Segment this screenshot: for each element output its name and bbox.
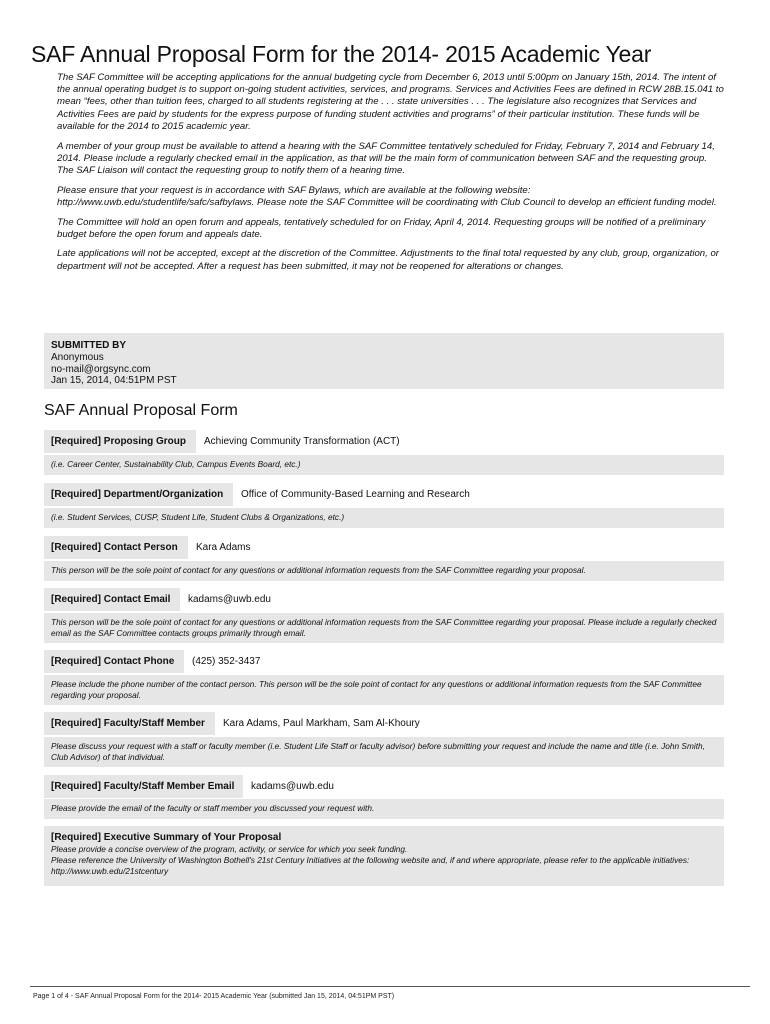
field-label: [Required] Proposing Group bbox=[44, 430, 196, 453]
intro-paragraph: Please ensure that your request is in accordance with SAF Bylaws, which are available at the following website: http://www.uwb.edu/studentlife/safc/safbylaws. Please note the SAF Committee will be coordinating with Club Council to develop an efficient funding model. bbox=[57, 184, 717, 208]
field-contact-person bbox=[44, 536, 724, 559]
field-department-organization bbox=[44, 483, 724, 506]
field-value: Kara Adams bbox=[196, 542, 251, 553]
field-faculty-staff-email bbox=[44, 775, 724, 798]
intro-paragraph: The Committee will hold an open forum and appeals, tentatively scheduled for on Friday, April 4, 2014. Requesting groups will be notified of a preliminary budget before the open forum and appeals date. bbox=[57, 216, 706, 240]
intro-paragraph: Late applications will not be accepted, except at the discretion of the Committee. Adjustments to the final total requested by any club, group, organization, or department will not be accepted. After a request has been submitted, it may not be reopened for alterations or changes. bbox=[57, 248, 719, 272]
field-label: [Required] Contact Person bbox=[44, 536, 188, 559]
field-value: Office of Community-Based Learning and Research bbox=[241, 489, 470, 500]
field-help: (i.e. Student Services, CUSP, Student Life, Student Clubs & Organizations, etc.) bbox=[44, 508, 724, 528]
field-faculty-staff-member bbox=[44, 712, 724, 735]
field-contact-phone bbox=[44, 650, 724, 673]
footer-divider bbox=[30, 986, 750, 987]
field-proposing-group bbox=[44, 430, 724, 453]
page-footer: Page 1 of 4 - SAF Annual Proposal Form for the 2014- 2015 Academic Year (submitted Jan 15, 2014, 04:51PM PST) bbox=[33, 993, 395, 1000]
field-help: Please discuss your request with a staff or faculty member (i.e. Student Life Staff or faculty advisor) before submitting your request and include the name and title (i.e. John Smith, Club Advisor) of that individual. bbox=[44, 737, 724, 767]
submitted-date: Jan 15, 2014, 04:51PM PST bbox=[51, 375, 177, 387]
intro-text bbox=[57, 72, 725, 280]
field-label: [Required] Contact Email bbox=[44, 588, 180, 611]
field-help: This person will be the sole point of contact for any questions or additional information requests from the SAF Committee regarding your proposal. bbox=[44, 561, 724, 581]
executive-summary-label: [Required] Executive Summary of Your Proposal bbox=[51, 832, 282, 843]
field-help: This person will be the sole point of contact for any questions or additional information requests from the SAF Committee regarding your proposal. Please include a regularly checked email as the SAF Committee contacts groups primarily through email. bbox=[44, 613, 724, 643]
field-label: [Required] Contact Phone bbox=[44, 650, 184, 673]
field-value: (425) 352-3437 bbox=[192, 656, 261, 667]
field-value: kadams@uwb.edu bbox=[251, 781, 334, 792]
field-value: Achieving Community Transformation (ACT) bbox=[204, 436, 400, 447]
submitter-name: Anonymous bbox=[51, 351, 104, 363]
intro-paragraph: A member of your group must be available to attend a hearing with the SAF Committee tentatively scheduled for Friday, February 7, 2014 and February 14, 2014. Please include a regularly checked email in the application, as that will be the main form of communication between SAF and the requesting group. The SAF Liaison will contact the requesting group to notify them of a hearing time. bbox=[57, 140, 715, 176]
field-label: [Required] Faculty/Staff Member Email bbox=[44, 775, 243, 798]
field-help: Please include the phone number of the contact person. This person will be the sole point of contact for any questions or additional information requests from the SAF Committee regarding your proposal. bbox=[44, 675, 724, 705]
submitter-email: no-mail@orgsync.com bbox=[51, 363, 151, 375]
field-help: Please provide the email of the faculty or staff member you discussed your request with. bbox=[44, 799, 724, 819]
field-value: Kara Adams, Paul Markham, Sam Al-Khoury bbox=[223, 718, 420, 729]
field-label: [Required] Department/Organization bbox=[44, 483, 233, 506]
submitted-by-box bbox=[44, 333, 724, 389]
field-contact-email bbox=[44, 588, 724, 611]
page-title: SAF Annual Proposal Form for the 2014- 2015 Academic Year bbox=[31, 41, 652, 67]
intro-paragraph: The SAF Committee will be accepting applications for the annual budgeting cycle from December 6, 2013 until 5:00pm on January 15th, 2014. The intent of the annual operating budget is to support on-going student activities, services, and programs. Services and Activities Fees are defined in RCW 28B.15.041 to mean “fees, other than tuition fees, charged to all students registering at the . . . state universities . . . The legislature also recognizes that Services and Activities Fees are paid by students for the express purpose of funding student activities and programs” of their particular institution. These funds will be available for the 2014 to 2015 academic year. bbox=[57, 72, 724, 132]
field-help: (i.e. Career Center, Sustainability Club, Campus Events Board, etc.) bbox=[44, 455, 724, 475]
executive-summary-box bbox=[44, 826, 724, 886]
section-title: SAF Annual Proposal Form bbox=[44, 402, 238, 419]
submitted-by-label: SUBMITTED BY bbox=[51, 340, 126, 351]
field-value: kadams@uwb.edu bbox=[188, 594, 271, 605]
executive-summary-help: Please provide a concise overview of the program, activity, or service for which you seek funding. bbox=[51, 844, 408, 854]
field-label: [Required] Faculty/Staff Member bbox=[44, 712, 215, 735]
executive-summary-help: Please reference the University of Washington Bothell's 21st Century Initiatives at the following website and, if and where appropriate, please refer to the applicable initiatives: http://www.uwb.edu/21stcentury bbox=[51, 855, 690, 876]
